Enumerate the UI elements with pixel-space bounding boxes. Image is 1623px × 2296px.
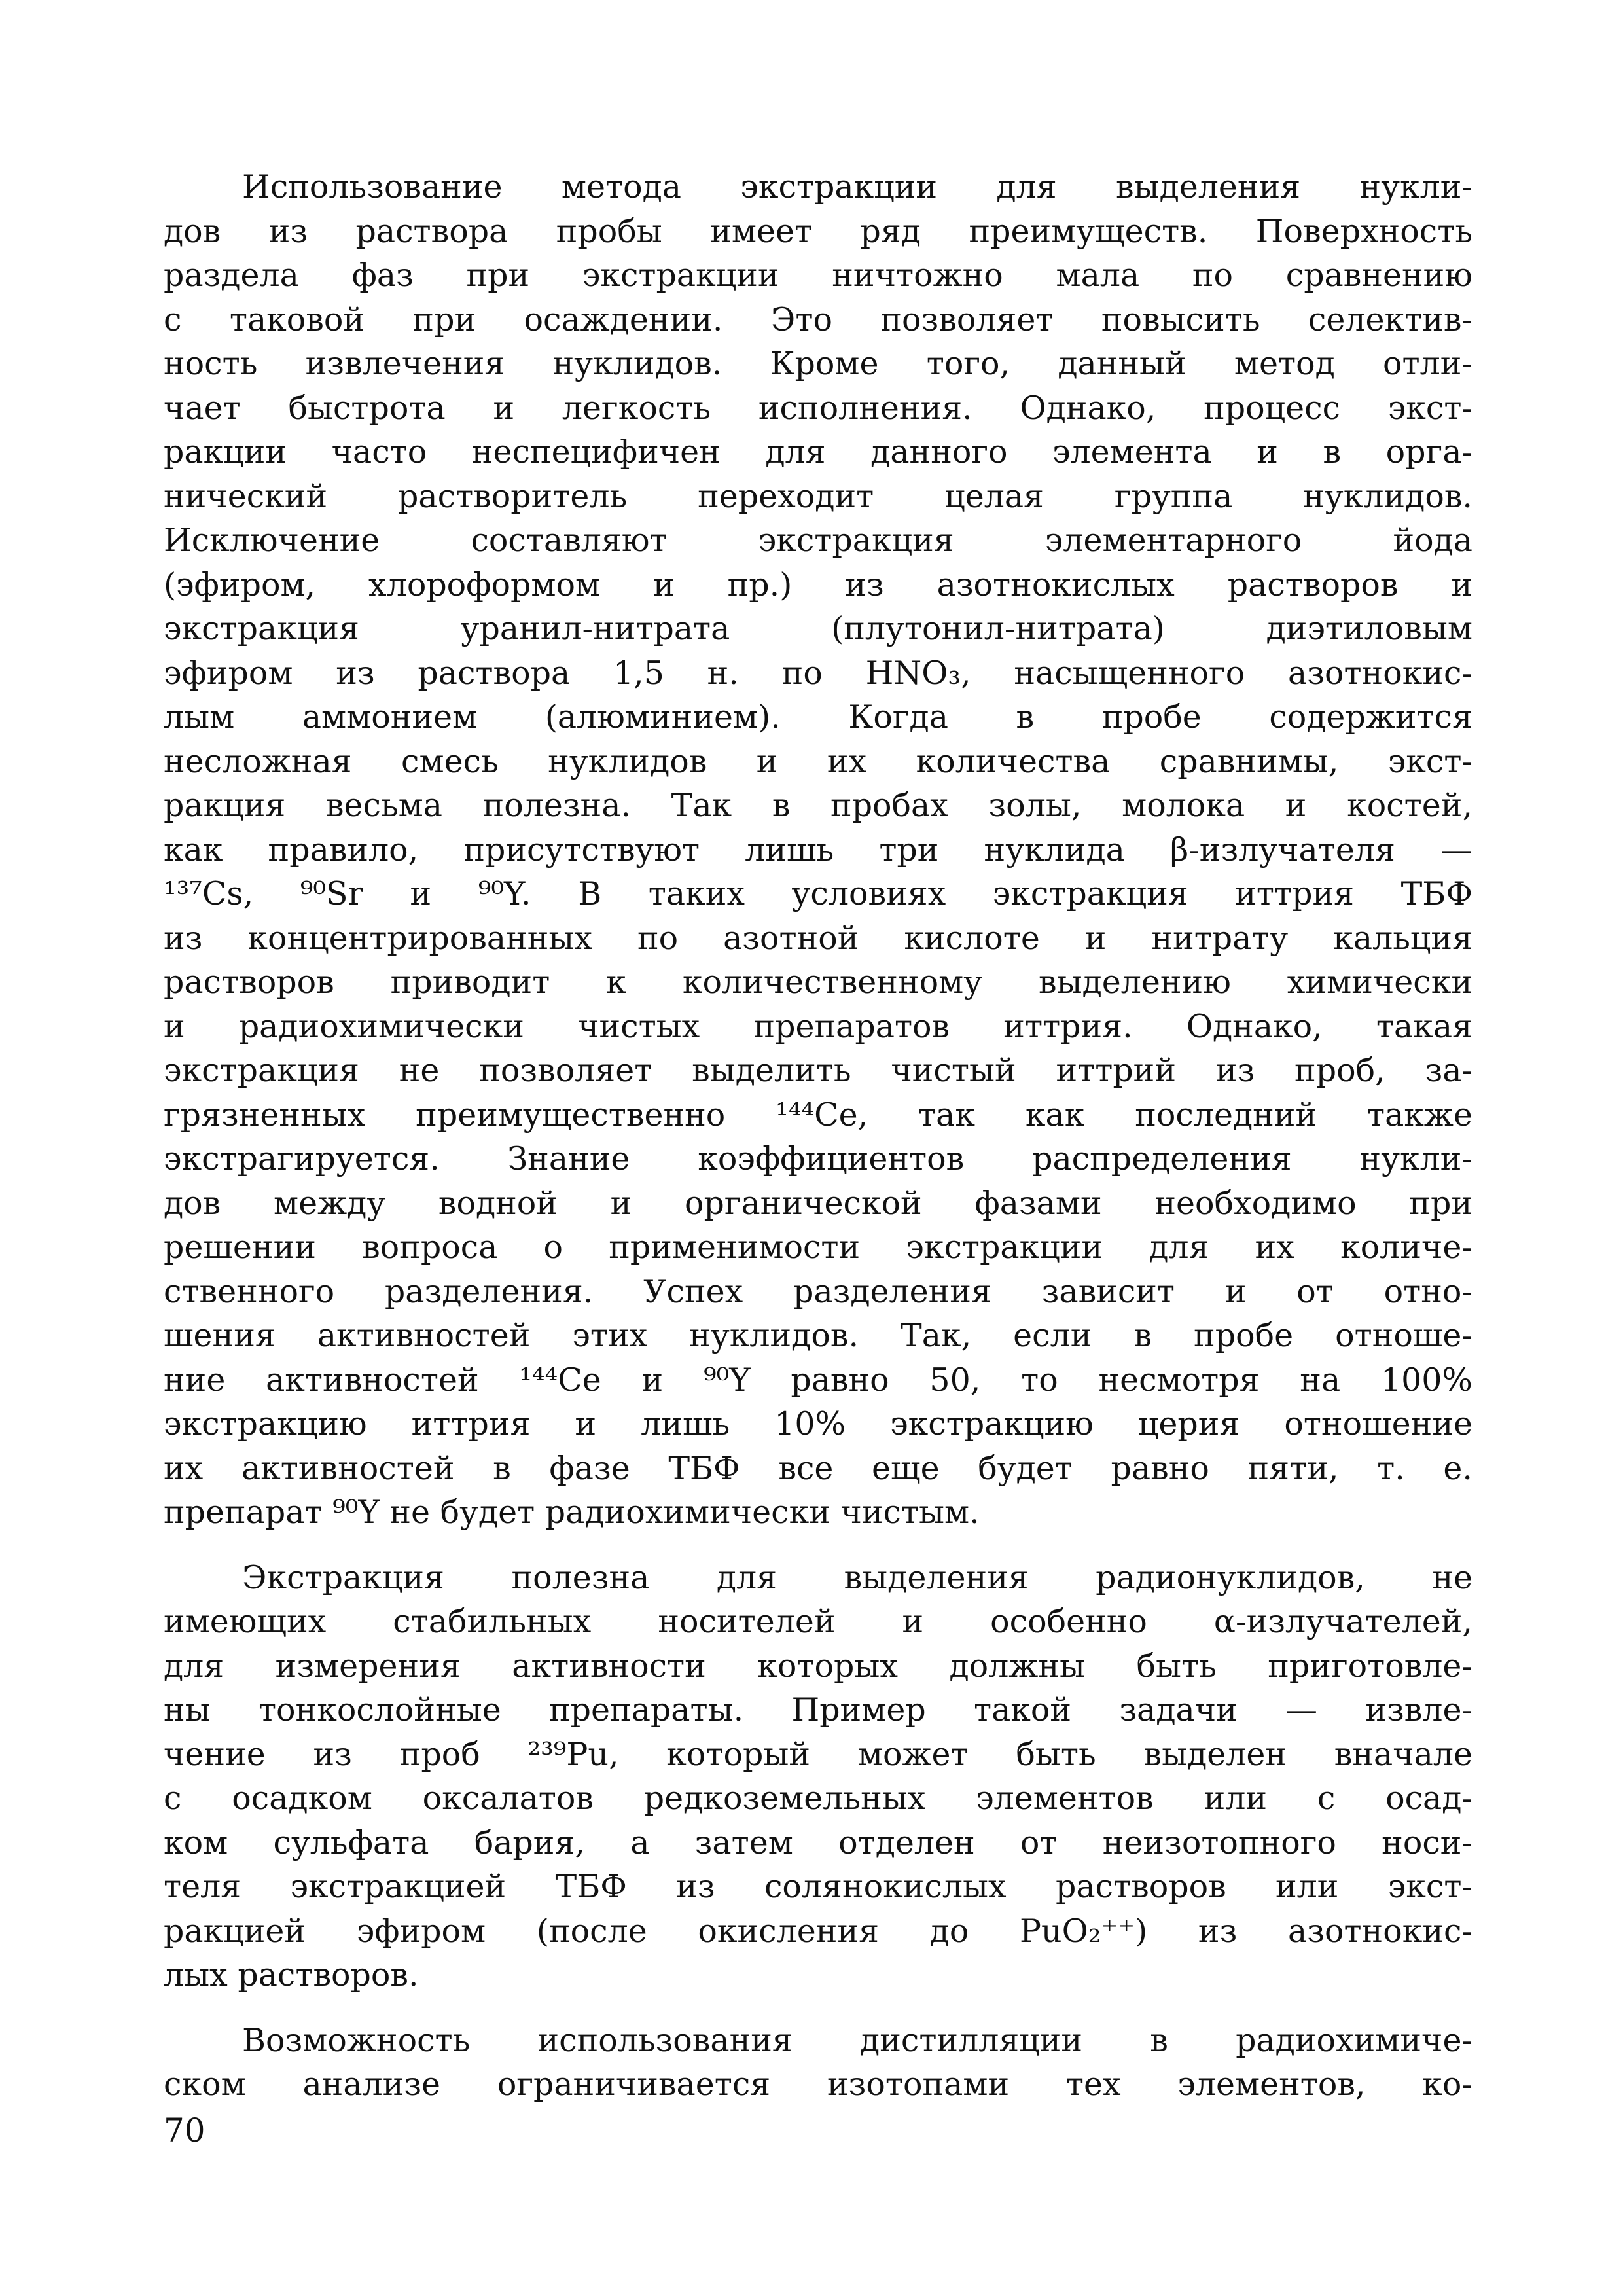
text-line: ском анализе ограничивается изотопами тех элементов, ко- [164, 2066, 1472, 2103]
text-line: как правило, присутствуют лишь три нуклида β-излучателя — [164, 831, 1472, 869]
text-line: ракцией эфиром (после окисления до PuO₂⁺⁺) из азотнокис- [164, 1912, 1472, 1950]
text-line: с таковой при осаждении. Это позволяет повысить селектив- [164, 300, 1472, 338]
text-line: теля экстракцией ТБФ из солянокислых растворов или экст- [164, 1868, 1472, 1905]
text-body [164, 165, 1472, 2107]
text-line: ¹³⁷Cs, ⁹⁰Sr и ⁹⁰Y. В таких условиях экстракция иттрия ТБФ [164, 875, 1472, 912]
text-line: чение из проб ²³⁹Pu, который может быть выделен вначале [164, 1735, 1472, 1773]
paragraph-distillation [164, 2018, 1472, 2107]
text-line: ственного разделения. Успех разделения зависит и от отно- [164, 1272, 1472, 1310]
text-line: лых растворов. [164, 1956, 419, 1994]
text-line: Исключение составляют экстракция элементарного йода [164, 522, 1472, 559]
text-line: экстракцию иттрия и лишь 10% экстракцию церия отношение [164, 1405, 1472, 1443]
text-line: экстракция уранил-нитрата (плутонил-нитрата) диэтиловым [164, 610, 1472, 647]
text-line: препарат ⁹⁰Y не будет радиохимически чистым. [164, 1494, 980, 1531]
text-line: ком сульфата бария, а затем отделен от неизотопного носи- [164, 1823, 1472, 1861]
text-line: Экстракция полезна для выделения радионуклидов, не [242, 1558, 1472, 1596]
text-line: дов из раствора пробы имеет ряд преимуществ. Поверхность [164, 212, 1472, 250]
text-line: ракции часто неспецифичен для данного элемента и в орга- [164, 433, 1472, 471]
text-line: эфиром из раствора 1,5 н. по HNO₃, насыщенного азотнокис- [164, 654, 1472, 692]
text-line: имеющих стабильных носителей и особенно α-излучателей, [164, 1603, 1472, 1640]
text-line: (эфиром, хлороформом и пр.) из азотнокислых растворов и [164, 565, 1472, 603]
text-line: Использование метода экстракции для выделения нукли- [242, 168, 1472, 206]
text-line: экстракция не позволяет выделить чистый иттрий из проб, за- [164, 1052, 1472, 1089]
text-line: лым аммонием (алюминием). Когда в пробе содержится [164, 698, 1472, 736]
page-number: 70 [164, 2111, 205, 2149]
text-line: грязненных преимущественно ¹⁴⁴Ce, так как последний также [164, 1096, 1472, 1134]
text-line: с осадком оксалатов редкоземельных элементов или с осад- [164, 1780, 1472, 1817]
text-line: Возможность использования дистилляции в радиохимиче- [242, 2021, 1472, 2059]
text-line: из концентрированных по азотной кислоте и нитрату кальция [164, 919, 1472, 957]
text-line: нический растворитель переходит целая группа нуклидов. [164, 477, 1472, 515]
text-line: ракция весьма полезна. Так в пробах золы, молока и костей, [164, 787, 1472, 824]
text-line: и радиохимически чистых препаратов иттрия. Однако, такая [164, 1007, 1472, 1045]
text-line: их активностей в фазе ТБФ все еще будет равно пяти, т. е. [164, 1449, 1472, 1487]
text-line: раздела фаз при экстракции ничтожно мала по сравнению [164, 257, 1472, 294]
text-line: несложная смесь нуклидов и их количества сравнимы, экст- [164, 742, 1472, 780]
text-line: растворов приводит к количественному выделению химически [164, 963, 1472, 1001]
paragraph-gap [164, 1535, 1472, 1556]
text-line: ны тонкослойные препараты. Пример такой задачи — извле- [164, 1691, 1472, 1729]
paragraph-extraction-alpha-emitters [164, 1556, 1472, 1998]
text-line: чает быстрота и легкость исполнения. Однако, процесс экст- [164, 389, 1472, 427]
paragraph-gap [164, 1998, 1472, 2018]
text-line: для измерения активности которых должны быть приготовле- [164, 1647, 1472, 1685]
text-line: решении вопроса о применимости экстракции для их количе- [164, 1229, 1472, 1266]
paragraph-extraction-advantages [164, 165, 1472, 1535]
text-line: дов между водной и органической фазами необходимо при [164, 1184, 1472, 1222]
text-line: шения активностей этих нуклидов. Так, если в пробе отноше- [164, 1317, 1472, 1354]
text-line: ность извлечения нуклидов. Кроме того, данный метод отли- [164, 345, 1472, 382]
text-line: ние активностей ¹⁴⁴Ce и ⁹⁰Y равно 50, то несмотря на 100% [164, 1361, 1472, 1399]
text-line: экстрагируется. Знание коэффициентов распределения нукли- [164, 1140, 1472, 1177]
